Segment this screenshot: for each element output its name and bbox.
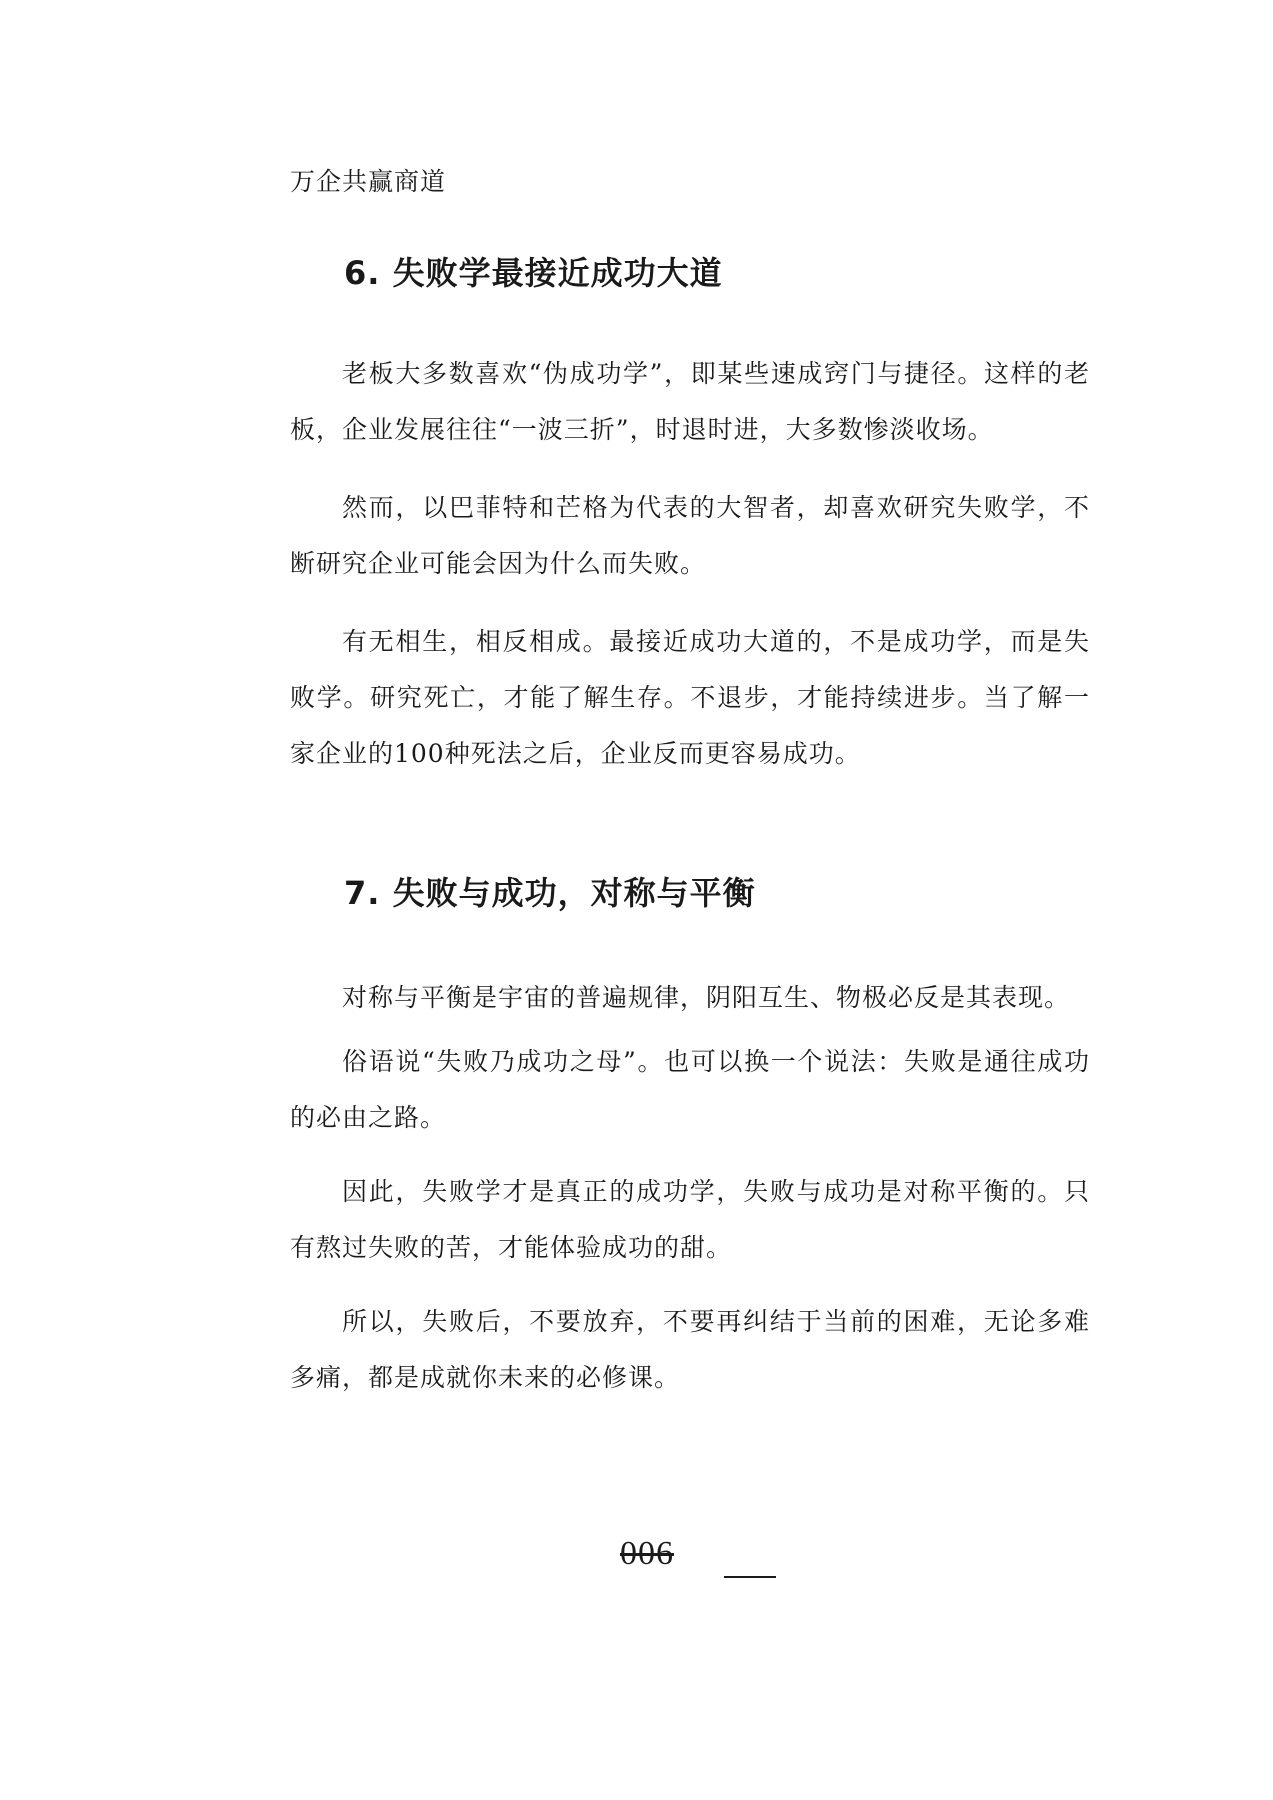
paragraph: 有无相生，相反相成。最接近成功大道的，不是成功学，而是失败学。研究死亡，才能了解生存。不退步，才能持续进步。当了解一家企业的100种死法之后，企业反而更容易成功。 [290,627,1090,768]
page-number-rule [724,1576,776,1578]
paragraph: 对称与平衡是宇宙的普遍规律，阴阳互生、物极必反是其表现。 [342,983,1071,1012]
page-number: 006 [620,1535,674,1572]
paragraph: 因此，失败学才是真正的成功学，失败与成功是对称平衡的。只有熬过失败的苦，才能体验成功的甜。 [290,1177,1090,1262]
running-header: 万企共赢商道 [290,167,447,196]
section-heading-7: 7. 失败与成功，对称与平衡 [344,874,756,912]
paragraph: 然而，以巴菲特和芒格为代表的大智者，却喜欢研究失败学，不断研究企业可能会因为什么而失败。 [290,493,1090,578]
paragraph: 所以，失败后，不要放弃，不要再纠结于当前的困难，无论多难多痛，都是成就你未来的必修课。 [290,1307,1090,1392]
paragraph: 老板大多数喜欢“伪成功学”，即某些速成窍门与捷径。这样的老板，企业发展往往“一波三折”，时退时进，大多数惨淡收场。 [290,359,1090,444]
paragraph: 俗语说“失败乃成功之母”。也可以换一个说法：失败是通往成功的必由之路。 [290,1047,1090,1132]
section-heading-6: 6. 失败学最接近成功大道 [344,254,723,292]
